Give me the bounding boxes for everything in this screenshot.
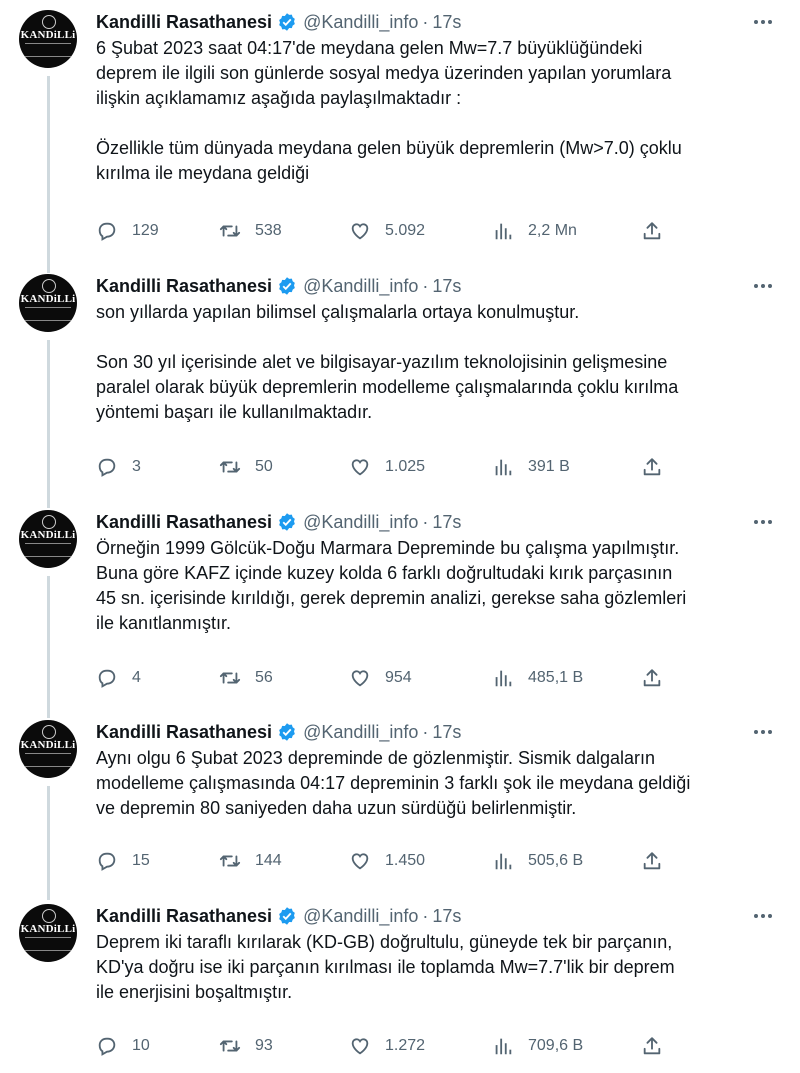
views-bar-chart-icon bbox=[492, 667, 514, 689]
user-handle[interactable]: @Kandilli_info bbox=[303, 721, 419, 742]
tweet-text bbox=[96, 536, 786, 636]
retweet-count: 93 bbox=[255, 1037, 273, 1054]
view-count: 2,2 Mn bbox=[528, 222, 577, 239]
tweet[interactable] bbox=[0, 500, 800, 710]
heart-icon bbox=[349, 456, 371, 478]
observatory-logo-icon bbox=[42, 15, 56, 29]
heart-icon bbox=[349, 1035, 371, 1057]
avatar-logo-text: KANDiLLi bbox=[20, 739, 76, 751]
tweet-actions bbox=[96, 1033, 676, 1059]
tweet-timestamp[interactable]: 17s bbox=[432, 721, 462, 742]
tweet-text-line: modelleme çalışmasında 04:17 depreminin 3 farklı şok ile meydana geldiği bbox=[96, 773, 691, 793]
tweet-text-line: Örneğin 1999 Gölcük-Doğu Marmara Depreminde bu çalışma yapılmıştır. bbox=[96, 538, 680, 558]
tweet-actions bbox=[96, 218, 676, 244]
views-button[interactable] bbox=[492, 848, 583, 874]
reply-count: 4 bbox=[132, 669, 141, 686]
observatory-logo-icon bbox=[42, 279, 56, 293]
tweet-text bbox=[96, 746, 786, 821]
tweet-timestamp[interactable]: 17s bbox=[432, 11, 462, 32]
avatar-logo-band bbox=[25, 543, 71, 557]
avatar-logo-band bbox=[25, 937, 71, 951]
like-count: 1.025 bbox=[385, 458, 426, 475]
tweet-header bbox=[96, 274, 461, 298]
reply-button[interactable] bbox=[96, 1033, 150, 1059]
retweet-count: 56 bbox=[255, 669, 273, 686]
user-handle[interactable]: @Kandilli_info bbox=[303, 275, 419, 296]
display-name[interactable]: Kandilli Rasathanesi bbox=[96, 721, 273, 742]
share-button[interactable] bbox=[641, 665, 677, 691]
retweet-icon bbox=[219, 456, 241, 478]
avatar[interactable] bbox=[19, 904, 77, 962]
separator-dot: · bbox=[422, 721, 429, 742]
reply-button[interactable] bbox=[96, 665, 141, 691]
share-icon bbox=[641, 1035, 663, 1057]
avatar[interactable] bbox=[19, 274, 77, 332]
verified-badge-icon bbox=[277, 512, 297, 532]
share-icon bbox=[641, 667, 663, 689]
retweet-count: 144 bbox=[255, 852, 282, 869]
tweet-text-line: Son 30 yıl içerisinde alet ve bilgisayar-yazılım teknolojisinin gelişmesine bbox=[96, 352, 668, 372]
reply-button[interactable] bbox=[96, 218, 159, 244]
retweet-count: 50 bbox=[255, 458, 273, 475]
retweet-icon bbox=[219, 1035, 241, 1057]
view-count: 505,6 B bbox=[528, 852, 584, 869]
retweet-button[interactable] bbox=[219, 848, 282, 874]
tweet-text bbox=[96, 300, 786, 425]
display-name[interactable]: Kandilli Rasathanesi bbox=[96, 275, 273, 296]
heart-icon bbox=[349, 220, 371, 242]
tweet-text-line: ilişkin açıklamamız aşağıda paylaşılmaktadır : bbox=[96, 88, 462, 108]
reply-count: 15 bbox=[132, 852, 150, 869]
reply-icon bbox=[96, 220, 118, 242]
tweet-header bbox=[96, 10, 461, 34]
like-count: 5.092 bbox=[385, 222, 426, 239]
views-bar-chart-icon bbox=[492, 456, 514, 478]
tweet-text-line: 45 sn. içerisinde kırıldığı, gerek depremin analizi, gerekse saha gözlemleri bbox=[96, 588, 687, 608]
avatar-logo-band bbox=[25, 753, 71, 767]
tweet-actions bbox=[96, 665, 676, 691]
reply-count: 10 bbox=[132, 1037, 150, 1054]
user-handle[interactable]: @Kandilli_info bbox=[303, 511, 419, 532]
avatar-logo-text: KANDiLLi bbox=[20, 29, 76, 41]
tweet-text-line: ile kanıtlanmıştır. bbox=[96, 613, 232, 633]
share-icon bbox=[641, 850, 663, 872]
avatar-logo-text: KANDiLLi bbox=[20, 529, 76, 541]
views-bar-chart-icon bbox=[492, 1035, 514, 1057]
heart-icon bbox=[349, 667, 371, 689]
avatar[interactable] bbox=[19, 510, 77, 568]
reply-icon bbox=[96, 1035, 118, 1057]
share-icon bbox=[641, 456, 663, 478]
avatar-logo-band bbox=[25, 43, 71, 57]
tweet-timestamp[interactable]: 17s bbox=[432, 275, 462, 296]
tweet-text-line: son yıllarda yapılan bilimsel çalışmalarla ortaya konulmuştur. bbox=[96, 302, 580, 322]
retweet-icon bbox=[219, 667, 241, 689]
like-button[interactable] bbox=[349, 665, 412, 691]
tweet-actions bbox=[96, 848, 676, 874]
retweet-button[interactable] bbox=[219, 1033, 273, 1059]
user-handle[interactable]: @Kandilli_info bbox=[303, 905, 419, 926]
view-count: 391 B bbox=[528, 458, 570, 475]
like-count: 1.450 bbox=[385, 852, 426, 869]
observatory-logo-icon bbox=[42, 725, 56, 739]
heart-icon bbox=[349, 850, 371, 872]
tweet-text bbox=[96, 36, 786, 186]
user-handle[interactable]: @Kandilli_info bbox=[303, 11, 419, 32]
share-button[interactable] bbox=[641, 848, 677, 874]
tweet-text-line: Buna göre KAFZ içinde kuzey kolda 6 farklı doğrultudaki kırık parçasının bbox=[96, 563, 673, 583]
tweet-text-line: KD'ya doğru ise iki parçanın kırılması ile toplamda Mw=7.7'lik bir deprem bbox=[96, 957, 675, 977]
tweet-header bbox=[96, 904, 461, 928]
tweet-text bbox=[96, 930, 786, 1005]
reply-count: 129 bbox=[132, 222, 159, 239]
observatory-logo-icon bbox=[42, 909, 56, 923]
share-button[interactable] bbox=[641, 454, 677, 480]
reply-button[interactable] bbox=[96, 454, 141, 480]
tweet-text-line: yöntemi başarı ile kullanılmaktadır. bbox=[96, 402, 373, 422]
retweet-icon bbox=[219, 220, 241, 242]
display-name[interactable]: Kandilli Rasathanesi bbox=[96, 511, 273, 532]
more-options-icon[interactable] bbox=[748, 12, 778, 32]
reply-icon bbox=[96, 667, 118, 689]
tweet-text-line: 6 Şubat 2023 saat 04:17'de meydana gelen Mw=7.7 büyüklüğündeki bbox=[96, 38, 643, 58]
retweet-count: 538 bbox=[255, 222, 282, 239]
tweet[interactable] bbox=[0, 0, 800, 264]
verified-badge-icon bbox=[277, 722, 297, 742]
more-options-icon[interactable] bbox=[748, 906, 778, 926]
more-options-icon[interactable] bbox=[748, 722, 778, 742]
share-button[interactable] bbox=[641, 218, 677, 244]
verified-badge-icon bbox=[277, 906, 297, 926]
views-button[interactable] bbox=[492, 454, 570, 480]
retweet-button[interactable] bbox=[219, 454, 273, 480]
retweet-button[interactable] bbox=[219, 665, 273, 691]
view-count: 485,1 B bbox=[528, 669, 584, 686]
more-options-icon[interactable] bbox=[748, 512, 778, 532]
tweet-text-line: paralel olarak büyük depremlerin modelleme çalışmalarında çoklu kırılma bbox=[96, 377, 679, 397]
tweet-timestamp[interactable]: 17s bbox=[432, 905, 462, 926]
reply-count: 3 bbox=[132, 458, 141, 475]
reply-button[interactable] bbox=[96, 848, 150, 874]
more-options-icon[interactable] bbox=[748, 276, 778, 296]
like-button[interactable] bbox=[349, 218, 425, 244]
avatar[interactable] bbox=[19, 720, 77, 778]
tweet[interactable] bbox=[0, 264, 800, 500]
avatar-logo-text: KANDiLLi bbox=[20, 293, 76, 305]
views-button[interactable] bbox=[492, 665, 583, 691]
separator-dot: · bbox=[422, 275, 429, 296]
tweet-text-line: ve depremin 80 saniyeden daha uzun sürdüğü belirlenmiştir. bbox=[96, 798, 577, 818]
tweet-text-line: Deprem iki taraflı kırılarak (KD-GB) doğrultulu, güneyde tek bir parçanın, bbox=[96, 932, 673, 952]
tweet-header bbox=[96, 720, 461, 744]
display-name[interactable]: Kandilli Rasathanesi bbox=[96, 11, 273, 32]
separator-dot: · bbox=[422, 11, 429, 32]
avatar-logo-text: KANDiLLi bbox=[20, 923, 76, 935]
tweet-text-line: kırılma ile meydana geldiği bbox=[96, 163, 310, 183]
tweet-header bbox=[96, 510, 461, 534]
views-bar-chart-icon bbox=[492, 220, 514, 242]
avatar-logo-band bbox=[25, 307, 71, 321]
observatory-logo-icon bbox=[42, 515, 56, 529]
separator-dot: · bbox=[422, 905, 429, 926]
reply-icon bbox=[96, 850, 118, 872]
tweet-text-line: Aynı olgu 6 Şubat 2023 depreminde de gözlenmiştir. Sismik dalgaların bbox=[96, 748, 656, 768]
retweet-icon bbox=[219, 850, 241, 872]
like-count: 1.272 bbox=[385, 1037, 426, 1054]
display-name[interactable]: Kandilli Rasathanesi bbox=[96, 905, 273, 926]
like-count: 954 bbox=[385, 669, 412, 686]
tweet-actions bbox=[96, 454, 676, 480]
views-bar-chart-icon bbox=[492, 850, 514, 872]
verified-badge-icon bbox=[277, 276, 297, 296]
verified-badge-icon bbox=[277, 12, 297, 32]
views-button[interactable] bbox=[492, 218, 577, 244]
tweet-text-line: ile enerjisini boşaltmıştır. bbox=[96, 982, 293, 1002]
avatar[interactable] bbox=[19, 10, 77, 68]
views-button[interactable] bbox=[492, 1033, 583, 1059]
tweet[interactable] bbox=[0, 894, 800, 1073]
like-button[interactable] bbox=[349, 848, 425, 874]
view-count: 709,6 B bbox=[528, 1037, 584, 1054]
separator-dot: · bbox=[422, 511, 429, 532]
tweet-text-line: deprem ile ilgili son günlerde sosyal medya üzerinden yapılan yorumlara bbox=[96, 63, 672, 83]
reply-icon bbox=[96, 456, 118, 478]
tweet-timestamp[interactable]: 17s bbox=[432, 511, 462, 532]
like-button[interactable] bbox=[349, 1033, 425, 1059]
share-icon bbox=[641, 220, 663, 242]
tweet[interactable] bbox=[0, 710, 800, 894]
like-button[interactable] bbox=[349, 454, 425, 480]
share-button[interactable] bbox=[641, 1033, 677, 1059]
retweet-button[interactable] bbox=[219, 218, 282, 244]
tweet-text-line: Özellikle tüm dünyada meydana gelen büyük depremlerin (Mw>7.0) çoklu bbox=[96, 138, 682, 158]
